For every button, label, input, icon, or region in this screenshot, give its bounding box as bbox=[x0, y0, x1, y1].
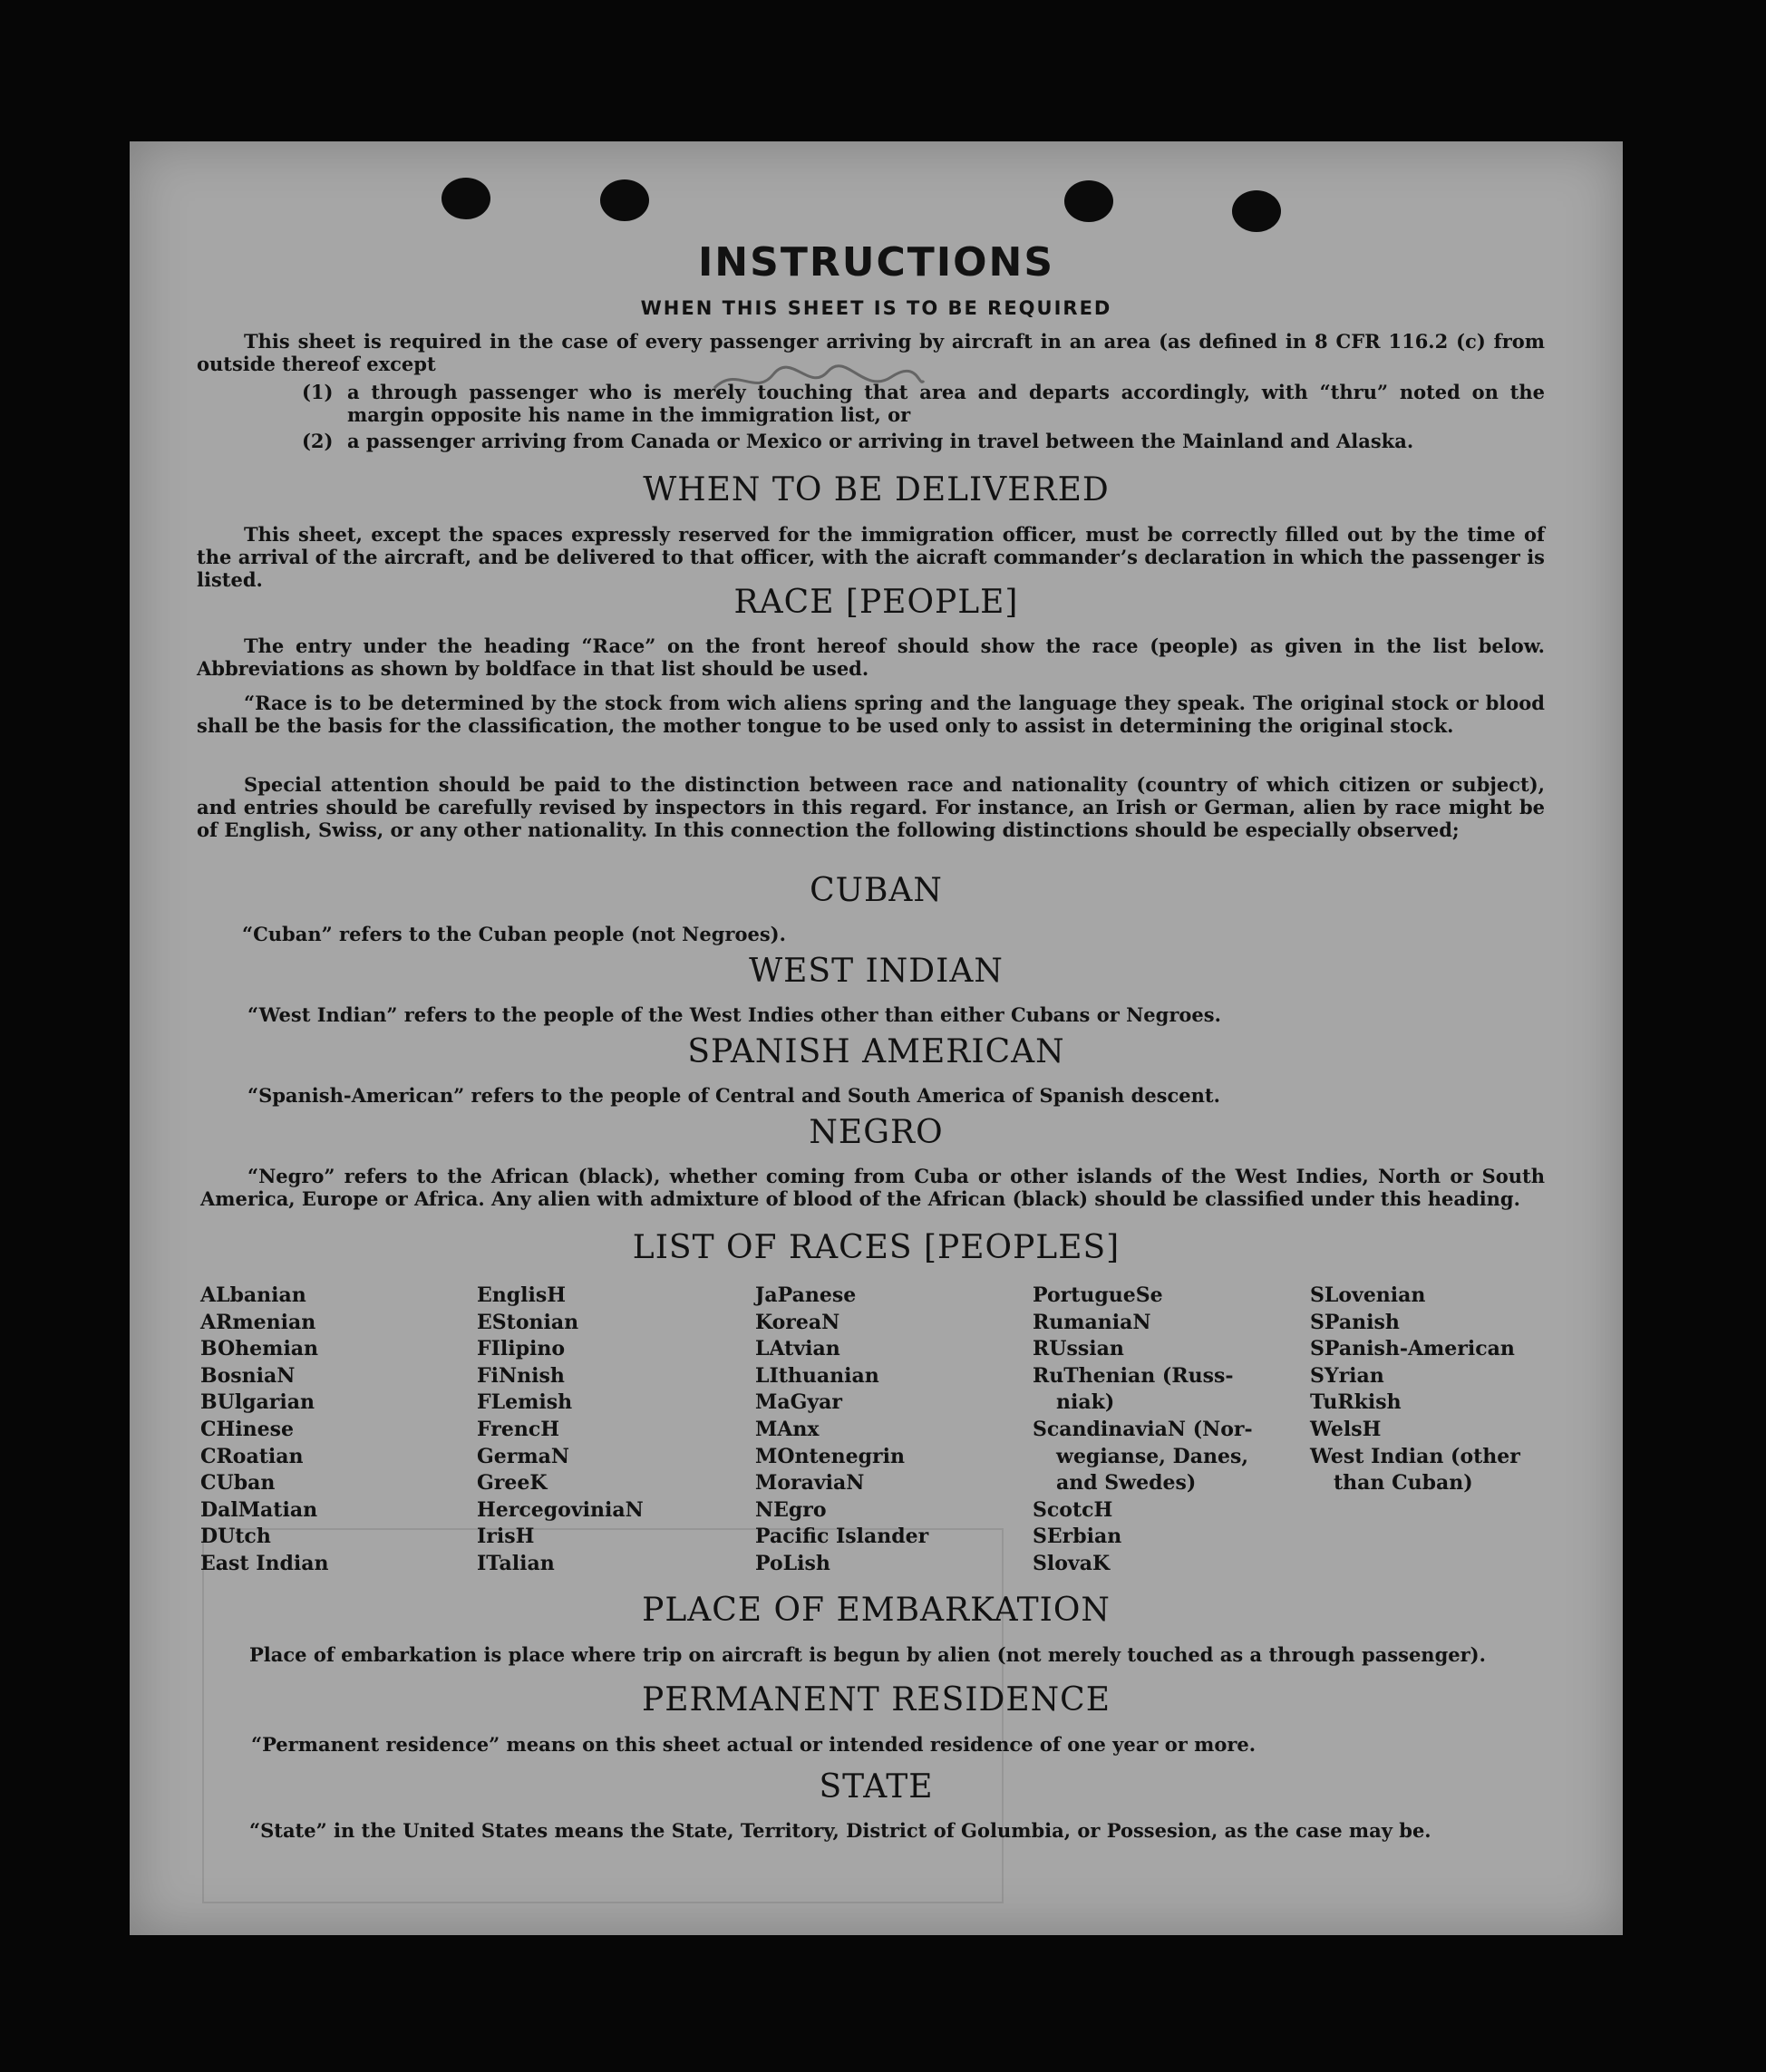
race-entry: RUssian bbox=[1033, 1337, 1124, 1361]
race-entry: FiNnish bbox=[477, 1363, 565, 1388]
intro-item-1: a through passenger who is merely touching that area and departs accordingly, with “thru” noted on the margin opposite his name in the immigration list, or bbox=[347, 381, 1545, 426]
cuban-paragraph: “Cuban” refers to the Cuban people (not Negroes). bbox=[242, 923, 786, 945]
race-entry: KoreaN bbox=[755, 1310, 840, 1334]
embarkation-paragraph: Place of embarkation is place where trip on aircraft is begun by alien (not merely touched as a through passenger). bbox=[249, 1643, 1486, 1666]
races-column-3 bbox=[755, 1283, 928, 1578]
intro-item-2-number: (2) bbox=[302, 430, 334, 452]
intro-paragraph: This sheet is required in the case of every passenger arriving by aircraft in an area (as defined in 8 CFR 116.2 (c) from outside thereof except bbox=[197, 330, 1545, 375]
races-column-5 bbox=[1310, 1283, 1520, 1497]
section-heading-negro: NEGRO bbox=[809, 1114, 944, 1151]
race-entry: ScotcH bbox=[1033, 1497, 1113, 1522]
race-entry: JaPanese bbox=[755, 1283, 857, 1307]
race-entry: SPanish-American bbox=[1310, 1337, 1515, 1361]
race-entry: PortugueSe bbox=[1033, 1283, 1163, 1307]
race-entry: and Swedes) bbox=[1056, 1471, 1197, 1496]
negro-paragraph: “Negro” refers to the African (black), whether coming from Cuba or other islands of the West Indies, North or South America, Europe or Africa. Any alien with admixture of blood of the African (black) should be classified under this heading. bbox=[200, 1165, 1545, 1210]
punch-hole bbox=[1232, 190, 1281, 232]
document-sheet bbox=[130, 141, 1623, 1935]
residence-paragraph: “Permanent residence” means on this sheet actual or intended residence of one year or more. bbox=[251, 1733, 1257, 1756]
section-heading-race: RACE [PEOPLE] bbox=[733, 584, 1019, 621]
state-paragraph: “State” in the United States means the State, Territory, District of Golumbia, or Possesion, as the case may be. bbox=[249, 1819, 1431, 1842]
race-entry: TuRkish bbox=[1310, 1390, 1402, 1415]
race-entry: PoLish bbox=[755, 1551, 830, 1575]
page-subtitle: WHEN THIS SHEET IS TO BE REQUIRED bbox=[640, 297, 1112, 319]
race-entry: DalMatian bbox=[200, 1497, 318, 1522]
race-entry: niak) bbox=[1056, 1390, 1115, 1415]
section-heading-spanish-american: SPANISH AMERICAN bbox=[687, 1033, 1065, 1070]
page-title: INSTRUCTIONS bbox=[697, 239, 1055, 286]
race-entry: EStonian bbox=[477, 1310, 579, 1334]
race-entry: RumaniaN bbox=[1033, 1310, 1151, 1334]
race-entry: ALbanian bbox=[200, 1283, 306, 1307]
race-entry: ScandinaviaN (Nor- bbox=[1033, 1417, 1253, 1441]
race-entry: HercegoviniaN bbox=[477, 1497, 644, 1522]
section-heading-delivered: WHEN TO BE DELIVERED bbox=[643, 471, 1110, 508]
race-entry: Pacific Islander bbox=[755, 1525, 929, 1549]
race-entry: MAnx bbox=[755, 1417, 820, 1441]
race-entry: SlovaK bbox=[1033, 1551, 1111, 1575]
race-entry: LAtvian bbox=[755, 1337, 840, 1361]
race-paragraph-1: The entry under the heading “Race” on the front hereof should show the race (people) as given in the list below. Abbreviations as shown by boldface in that list should be used. bbox=[197, 634, 1545, 680]
race-entry: BUlgarian bbox=[200, 1390, 315, 1415]
race-entry: BosniaN bbox=[200, 1363, 296, 1388]
section-heading-cuban: CUBAN bbox=[810, 872, 943, 909]
race-entry: FLemish bbox=[477, 1390, 573, 1415]
race-entry: than Cuban) bbox=[1334, 1471, 1473, 1496]
race-entry: SLovenian bbox=[1310, 1283, 1426, 1307]
west-indian-paragraph: “West Indian” refers to the people of the West Indies other than either Cubans or Negroes. bbox=[247, 1003, 1221, 1026]
spanish-american-paragraph: “Spanish-American” refers to the people of Central and South America of Spanish descent. bbox=[247, 1084, 1220, 1107]
section-heading-list-of-races: LIST OF RACES [PEOPLES] bbox=[632, 1229, 1121, 1266]
race-entry: ARmenian bbox=[200, 1310, 316, 1334]
race-entry: BOhemian bbox=[200, 1337, 319, 1361]
delivered-paragraph: This sheet, except the spaces expressly reserved for the immigration officer, must be correctly filled out by the time of the arrival of the aircraft, and be delivered to that officer, with the aicraft commander’s declaration in which the passenger is listed. bbox=[197, 523, 1545, 591]
race-entry: SYrian bbox=[1310, 1363, 1384, 1388]
race-entry: SPanish bbox=[1310, 1310, 1400, 1334]
race-entry: MOntenegrin bbox=[755, 1444, 905, 1468]
race-entry: East Indian bbox=[200, 1551, 329, 1575]
race-paragraph-2: “Race is to be determined by the stock from wich aliens spring and the language they speak. The original stock or blood shall be the basis for the classification, the mother tongue to be used only to assist in determining the original stock. bbox=[197, 692, 1545, 737]
section-heading-west-indian: WEST INDIAN bbox=[749, 953, 1004, 990]
race-entry: CHinese bbox=[200, 1417, 295, 1441]
race-entry: DUtch bbox=[200, 1525, 271, 1549]
races-column-1 bbox=[200, 1283, 329, 1578]
punch-hole bbox=[600, 179, 649, 221]
section-heading-residence: PERMANENT RESIDENCE bbox=[642, 1681, 1111, 1719]
races-column-2 bbox=[477, 1283, 644, 1578]
race-entry: RuThenian (Russ- bbox=[1033, 1363, 1234, 1388]
races-list bbox=[200, 1283, 1560, 1573]
race-entry: MaGyar bbox=[755, 1390, 843, 1415]
race-entry: ITalian bbox=[477, 1551, 555, 1575]
race-entry: GermaN bbox=[477, 1444, 570, 1468]
race-entry: CUban bbox=[200, 1471, 276, 1496]
race-entry: NEgro bbox=[755, 1497, 827, 1522]
punch-hole bbox=[1064, 180, 1113, 222]
race-entry: EnglisH bbox=[477, 1283, 567, 1307]
intro-item-1-number: (1) bbox=[302, 381, 334, 403]
race-entry: LIthuanian bbox=[755, 1363, 879, 1388]
race-entry: WelsH bbox=[1310, 1417, 1382, 1441]
punch-hole bbox=[442, 178, 490, 219]
race-entry: FIlipino bbox=[477, 1337, 566, 1361]
race-entry: West Indian (other bbox=[1310, 1444, 1520, 1468]
race-entry: wegianse, Danes, bbox=[1056, 1444, 1248, 1468]
race-entry: GreeK bbox=[477, 1471, 548, 1496]
race-entry: CRoatian bbox=[200, 1444, 304, 1468]
race-entry: FrencH bbox=[477, 1417, 559, 1441]
races-column-4 bbox=[1033, 1283, 1253, 1578]
section-heading-embarkation: PLACE OF EMBARKATION bbox=[642, 1592, 1111, 1629]
race-paragraph-3: Special attention should be paid to the distinction between race and nationality (country of which citizen or subject), and entries should be carefully revised by inspectors in this regard. For instance, an Irish or German, alien by race might be of English, Swiss, or any other nationality. In this connection the following distinctions should be especially observed; bbox=[197, 773, 1545, 841]
race-entry: SErbian bbox=[1033, 1525, 1122, 1549]
section-heading-state: STATE bbox=[819, 1768, 934, 1806]
intro-item-2: a passenger arriving from Canada or Mexico or arriving in travel between the Mainland and Alaska. bbox=[347, 430, 1414, 452]
race-entry: MoraviaN bbox=[755, 1471, 865, 1496]
race-entry: IrisH bbox=[477, 1525, 535, 1549]
